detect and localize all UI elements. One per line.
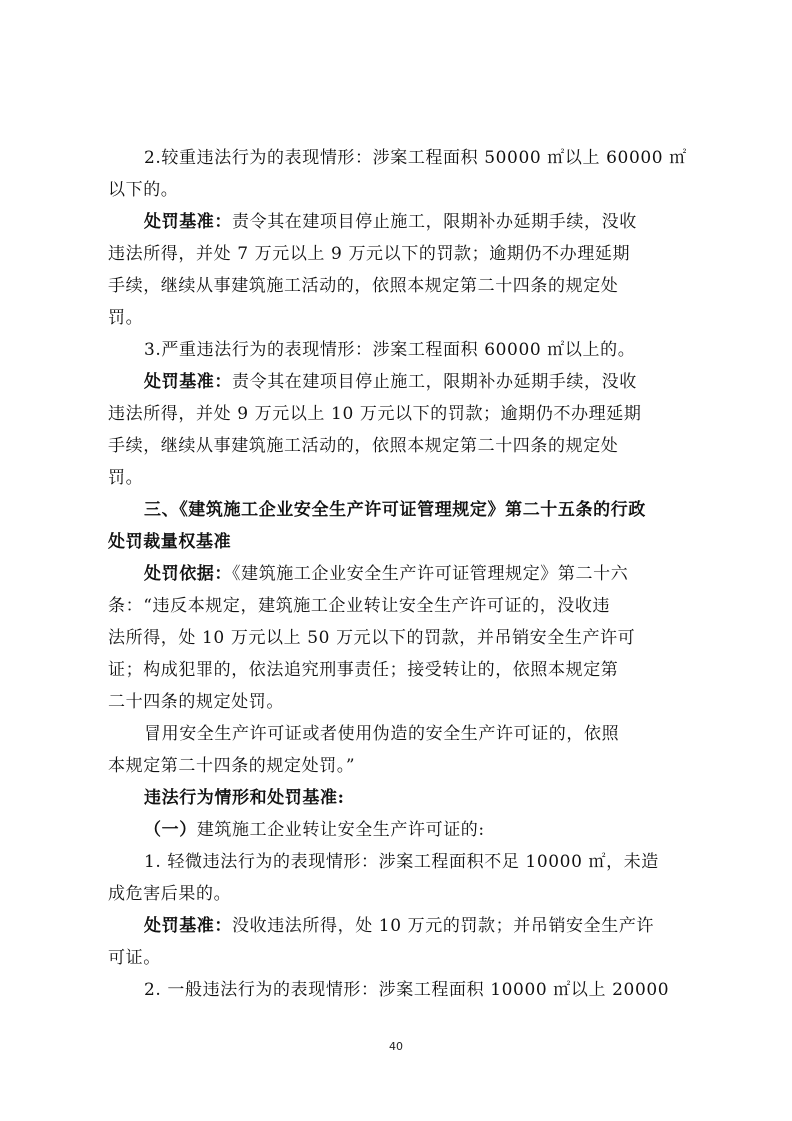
paragraph-line: 3.严重违法行为的表现情形：涉案工程面积 60000 ㎡以上的。 xyxy=(144,340,636,360)
paragraph-line: 成危害后果的。 xyxy=(108,884,232,904)
paragraph-line xyxy=(144,370,688,394)
paragraph-line: 以下的。 xyxy=(108,180,179,200)
paragraph-line xyxy=(144,562,688,586)
paragraph-line: 手续，继续从事建筑施工活动的，依照本规定第二十四条的规定处 xyxy=(108,276,619,296)
paragraph-text: 责令其在建项目停止施工，限期补办延期手续，没收 xyxy=(232,212,637,232)
penalty-basis-label: 处罚依据： xyxy=(144,564,232,584)
paragraph-line: 法所得，处 10 万元以上 50 万元以下的罚款，并吊销安全生产许可 xyxy=(108,628,636,648)
paragraph-text: 建筑施工企业转让安全生产许可证的: xyxy=(196,820,485,840)
paragraph-line: 违法所得，并处 9 万元以上 10 万元以下的罚款；逾期仍不办理延期 xyxy=(108,404,642,424)
paragraph-line: 本规定第二十四条的规定处罚。” xyxy=(108,756,356,776)
paragraph-line xyxy=(144,914,688,938)
penalty-standard-label: 处罚基准： xyxy=(144,372,232,392)
penalty-standard-label: 处罚基准： xyxy=(144,916,232,936)
paragraph-line: 罚。 xyxy=(108,468,144,488)
paragraph-line: 二十四条的规定处罚。 xyxy=(108,692,284,712)
subsection-heading: 违法行为情形和处罚基准: xyxy=(144,788,345,808)
item-number-label: （一） xyxy=(144,820,197,840)
paragraph-line: 手续，继续从事建筑施工活动的，依照本规定第二十四条的规定处 xyxy=(108,436,619,456)
paragraph-text: 没收违法所得，处 10 万元的罚款；并吊销安全生产许 xyxy=(232,916,655,936)
paragraph-line: 证；构成犯罪的，依法追究刑事责任；接受转让的，依照本规定第 xyxy=(108,660,619,680)
paragraph-line: 冒用安全生产许可证或者使用伪造的安全生产许可证的，依照 xyxy=(144,724,620,744)
paragraph-line: 2.较重违法行为的表现情形：涉案工程面积 50000 ㎡以上 60000 ㎡ xyxy=(144,148,687,168)
paragraph-line: 违法所得，并处 7 万元以上 9 万元以下的罚款；逾期仍不办理延期 xyxy=(108,244,631,264)
paragraph-line xyxy=(144,210,688,234)
paragraph-line xyxy=(144,818,688,842)
paragraph-text: 责令其在建项目停止施工，限期补办延期手续，没收 xyxy=(232,372,637,392)
paragraph-line: 条：“违反本规定，建筑施工企业转让安全生产许可证的，没收违 xyxy=(108,596,611,616)
penalty-standard-label: 处罚基准： xyxy=(144,212,232,232)
section-heading: 三、《建筑施工企业安全生产许可证管理规定》第二十五条的行政 xyxy=(144,500,646,520)
paragraph-line: 1. 轻微违法行为的表现情形：涉案工程面积不足 10000 ㎡，未造 xyxy=(144,852,659,872)
page-number: 40 xyxy=(389,1040,403,1053)
section-heading: 处罚裁量权基准 xyxy=(108,532,232,552)
paragraph-line: 罚。 xyxy=(108,308,144,328)
paragraph-text: 《建筑施工企业安全生产许可证管理规定》第二十六 xyxy=(232,564,629,584)
paragraph-line: 可证。 xyxy=(108,948,161,968)
paragraph-line: 2. 一般违法行为的表现情形：涉案工程面积 10000 ㎡以上 20000 xyxy=(144,980,670,1000)
